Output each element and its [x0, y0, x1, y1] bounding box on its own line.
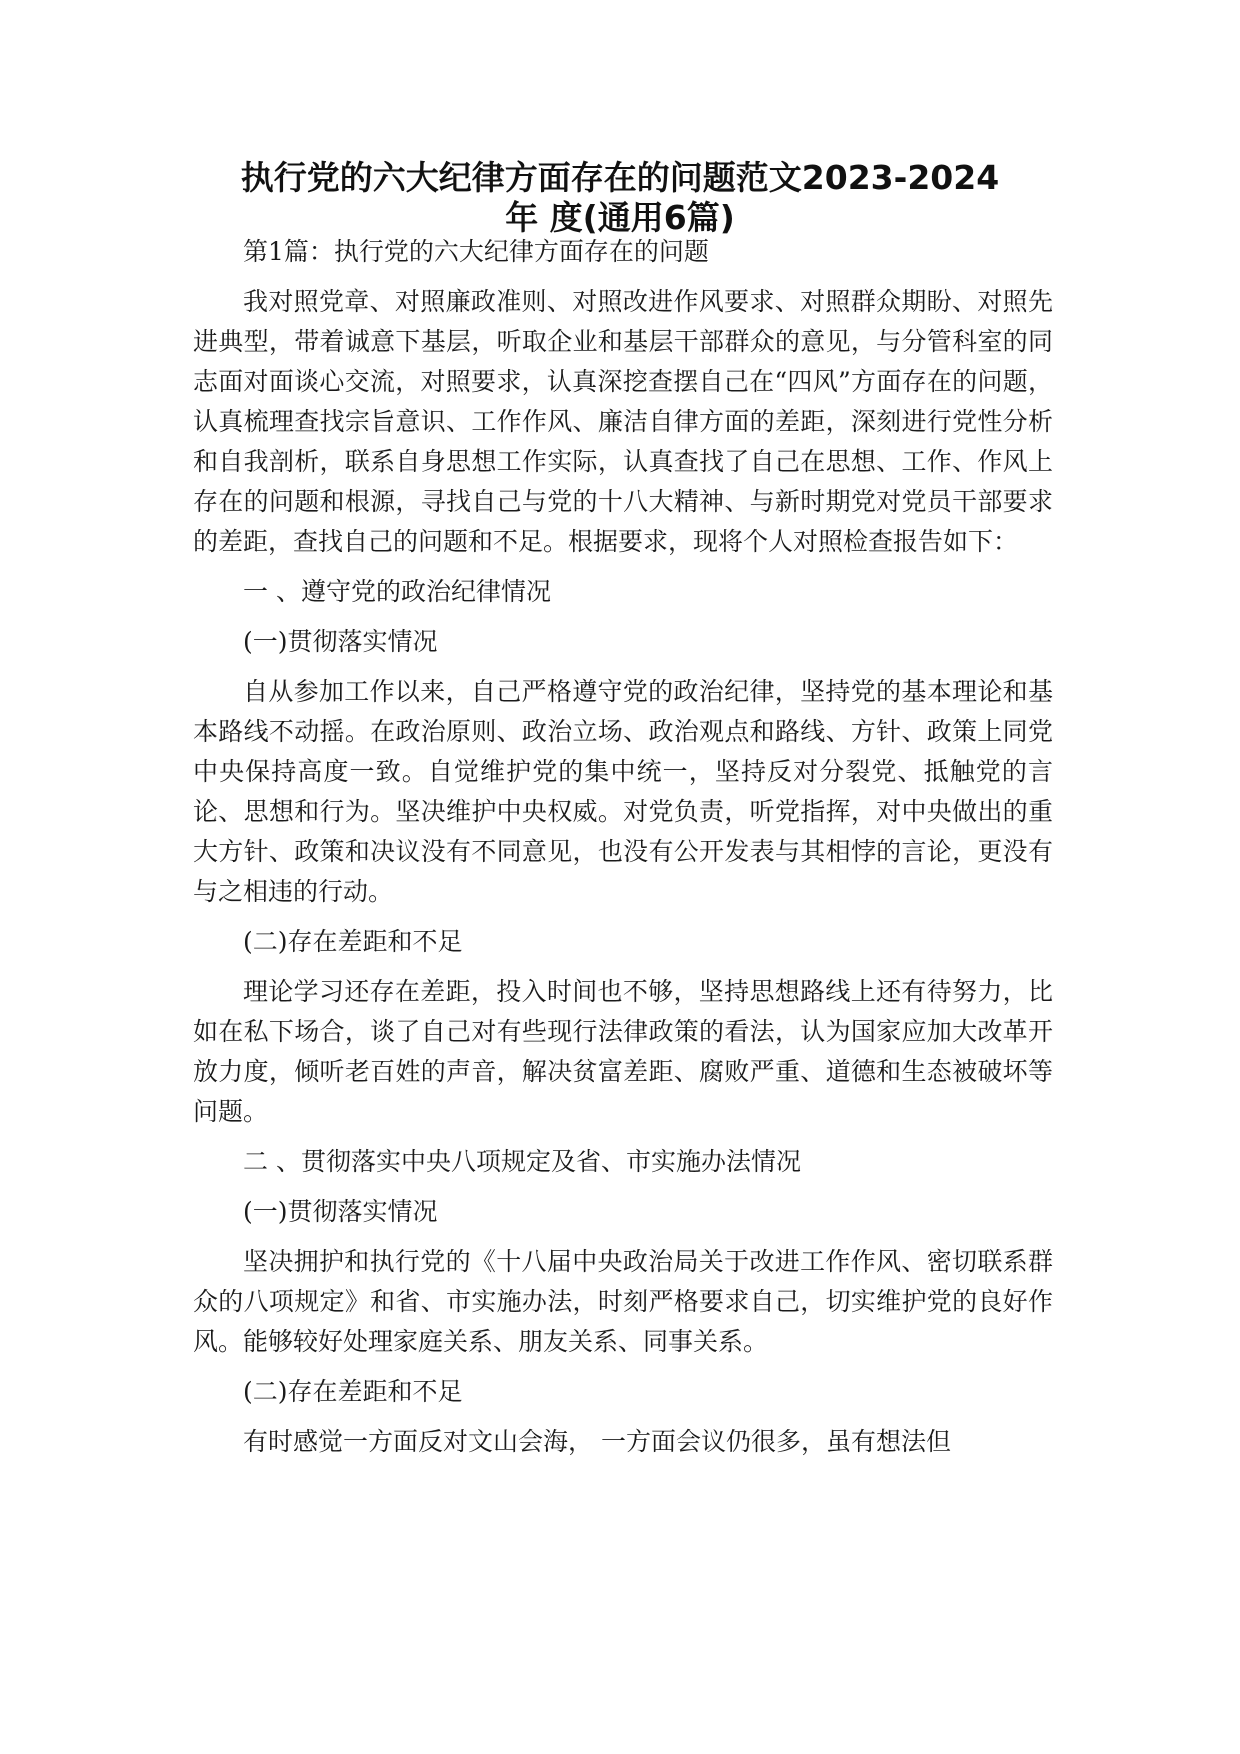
document-body: [193, 232, 1053, 1462]
paragraph-1-1: 自从参加工作以来，自己严格遵守党的政治纪律，坚持党的基本理论和基本路线不动摇。在政治原则、政治立场、政治观点和路线、方针、政策上同党中央保持高度一致。自觉维护党的集中统一，坚持反对分裂党、抵触党的言论、思想和行为。坚决维护中央权威。对党负责，听党指挥，对中央做出的重大方针、政策和决议没有不同意见，也没有公开发表与其相悖的言论，更没有与之相违的行动。: [193, 677, 1053, 906]
subsection-heading-1-2: (二)存在差距和不足: [243, 927, 463, 956]
article-heading: 第1篇：执行党的六大纪律方面存在的问题: [243, 237, 709, 266]
document-title-line-1: 执行党的六大纪律方面存在的问题范文2023-2024: [240, 158, 1000, 197]
section-heading-1: 一 、遵守党的政治纪律情况: [243, 577, 551, 606]
subsection-heading-2-2: (二)存在差距和不足: [243, 1377, 463, 1406]
paragraph-intro: 我对照党章、对照廉政准则、对照改进作风要求、对照群众期盼、对照先进典型，带着诚意下基层，听取企业和基层干部群众的意见，与分管科室的同志面对面谈心交流，对照要求，认真深挖查摆自己在“四风”方面存在的问题，认真梳理查找宗旨意识、工作作风、廉洁自律方面的差距，深刻进行党性分析和自我剖析，联系自身思想工作实际，认真查找了自己在思想、工作、作风上存在的问题和根源，寻找自己与党的十八大精神、与新时期党对党员干部要求的差距，查找自己的问题和不足。根据要求，现将个人对照检查报告如下：: [193, 287, 1053, 556]
paragraph-2-1: 坚决拥护和执行党的《十八届中央政治局关于改进工作作风、密切联系群众的八项规定》和省、市实施办法，时刻严格要求自己，切实维护党的良好作风。能够较好处理家庭关系、朋友关系、同事关系。: [193, 1247, 1053, 1356]
paragraph-2-2: 有时感觉一方面反对文山会海， 一方面会议仍很多，虽有想法但: [243, 1427, 951, 1456]
document-title-line-2: 年 度(通用6篇): [505, 198, 735, 237]
section-heading-2: 二 、贯彻落实中央八项规定及省、市实施办法情况: [243, 1147, 801, 1176]
paragraph-1-2: 理论学习还存在差距，投入时间也不够，坚持思想路线上还有待努力，比如在私下场合，谈了自己对有些现行法律政策的看法，认为国家应加大改革开放力度，倾听老百姓的声音，解决贫富差距、腐败严重、道德和生态被破坏等问题。: [193, 977, 1053, 1126]
subsection-heading-1-1: (一)贯彻落实情况: [243, 627, 438, 656]
subsection-heading-2-1: (一)贯彻落实情况: [243, 1197, 438, 1226]
